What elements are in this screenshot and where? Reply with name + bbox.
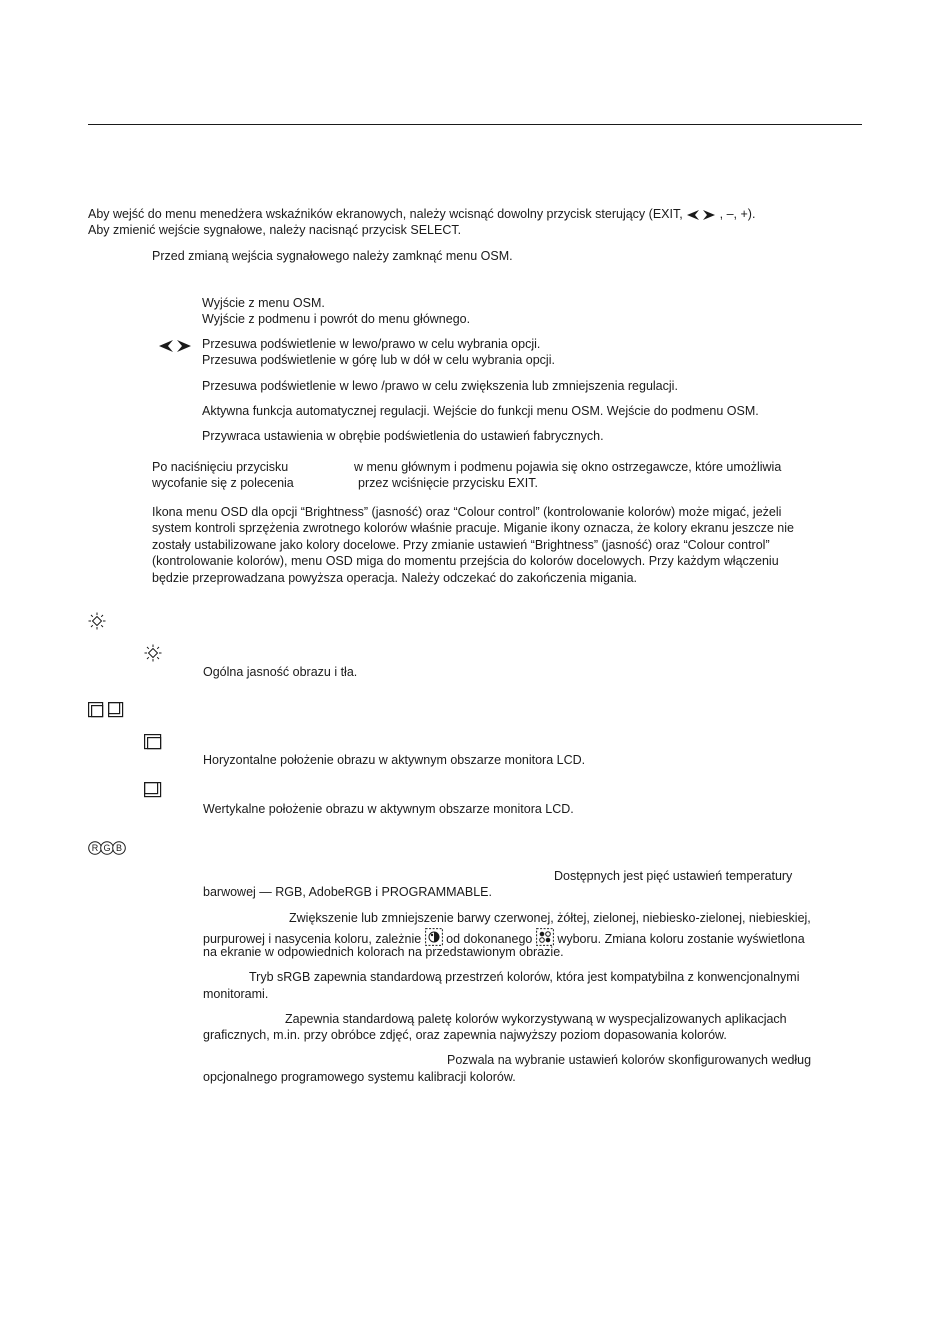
reset-note-2b: przez wciśnięcie przycisku EXIT. [358,476,538,490]
svg-text:R: R [91,843,99,854]
colour-hue-line-2a: purpurowej i nasycenia koloru, zależnie [203,932,422,946]
brightness-icon [88,612,106,630]
arrows-desc-2: Przesuwa podświetlenie w górę lub w dół w celu wybrania opcji. [202,353,555,367]
colour-presets-line-2: barwowej — RGB, AdobeRGB i PROGRAMMABLE. [203,885,492,899]
programmable-line-1: Pozwala na wybranie ustawień kolorów skonfigurowanych według [447,1053,812,1067]
osd-note-line: system kontroli sprzężenia zwrotnego kolorów właśnie pracuje. Miganie ikony oznacza, że kolory ekranu jeszcze nie [152,521,794,536]
programmable-line-2: opcjonalnego programowego systemu kalibracji kolorów. [203,1070,516,1084]
exit-desc-2: Wyjście z podmenu i powrót do menu głównego. [202,312,471,326]
colour-hue-line-2b: od dokonanego [446,932,533,946]
osd-note-line: Ikona menu OSD dla opcji “Brightness” (jasność) oraz “Colour control” (kontrolowanie kolorów) może migać, jeżeli [152,505,782,519]
input-change-note: Przed zmianą wejścia sygnałowego należy zamknąć menu OSM. [152,249,513,263]
svg-text:G: G [103,843,111,854]
reset-desc: Przywraca ustawienia w obrębie podświetlenia do ustawień fabrycznych. [202,429,604,443]
srgb-line-1: Tryb sRGB zapewnia standardową przestrzeń kolorów, która jest kompatybilna z konwencjonalnymi [249,970,800,984]
minus-plus-desc: Przesuwa podświetlenie w lewo /prawo w celu zwiększenia lub zmniejszenia regulacji. [202,379,678,393]
h-position-desc: Horyzontalne położenie obrazu w aktywnym obszarze monitora LCD. [203,753,586,767]
svg-text:B: B [115,843,123,854]
adobergb-line-2: graficznych, m.in. przy obróbce zdjęć, oraz zapewnia najwyższy poziom dopasowania kolorów. [203,1028,727,1042]
osd-note-line: zostały ustabilizowane jako kolory docelowe. Przy zmianie ustawień “Brightness” (jasność) oraz “Colour control” [152,537,770,552]
left-right-arrows-icon [158,339,192,353]
v-position-icon [144,782,162,798]
colour-hue-line-2c: wyboru. Zmiana koloru zostanie wyświetlona [557,932,805,946]
header-rule [88,124,862,125]
srgb-line-2: monitorami. [203,987,269,1001]
reset-note-1b: w menu głównym i podmenu pojawia się okno ostrzegawcze, które umożliwia [354,460,782,474]
colour-hue-line-3: na ekranie w odpowiednich kolorach na przedstawionym obrazie. [203,945,564,959]
rgb-icon [88,841,126,855]
colour-hue-line-1: Zwiększenie lub zmniejszenie barwy czerwonej, żółtej, zielonej, niebiesko-zielonej, niebieskiej, [289,911,811,925]
intro-line-1-tail: , –, +). [719,207,756,221]
v-position-desc: Wertykalne położenie obrazu w aktywnym obszarze monitora LCD. [203,802,574,816]
h-position-icon [144,734,162,750]
intro-line-1-text: Aby wejść do menu menedżera wskaźników ekranowych, należy wcisnąć dowolny przycisk sterujący (EXIT, [88,207,683,221]
colour-presets-line-1: Dostępnych jest pięć ustawień temperatury [554,869,793,883]
arrows-desc-1: Przesuwa podświetlenie w lewo/prawo w celu wybrania opcji. [202,337,541,351]
reset-note-1a: Po naciśnięciu przycisku [152,460,289,474]
left-right-arrows-icon [686,209,716,221]
osd-note-line: (kontrolowanie kolorów), menu OSD miga do momentu przejścia do kolorów docelowych. Przy każdym włączeniu [152,554,779,569]
brightness-desc: Ogólna jasność obrazu i tła. [203,665,358,679]
position-icon [88,702,124,718]
brightness-icon [144,644,162,662]
reset-note-2a: wycofanie się z polecenia [152,476,294,490]
select-desc: Aktywna funkcja automatycznej regulacji. Wejście do funkcji menu OSM. Wejście do podmenu OSM. [202,404,759,418]
intro-line-2: Aby zmienić wejście sygnałowe, należy nacisnąć przycisk SELECT. [88,223,462,237]
intro-line-1 [88,206,755,222]
osd-note-line: będzie przeprowadzana powyższa operacja. Należy odczekać do zakończenia migania. [152,570,637,585]
exit-desc-1: Wyjście z menu OSM. [202,296,325,310]
osd-blink-note [152,504,862,586]
adobergb-line-1: Zapewnia standardową paletę kolorów wykorzystywaną w wyspecjalizowanych aplikacjach [285,1012,787,1026]
